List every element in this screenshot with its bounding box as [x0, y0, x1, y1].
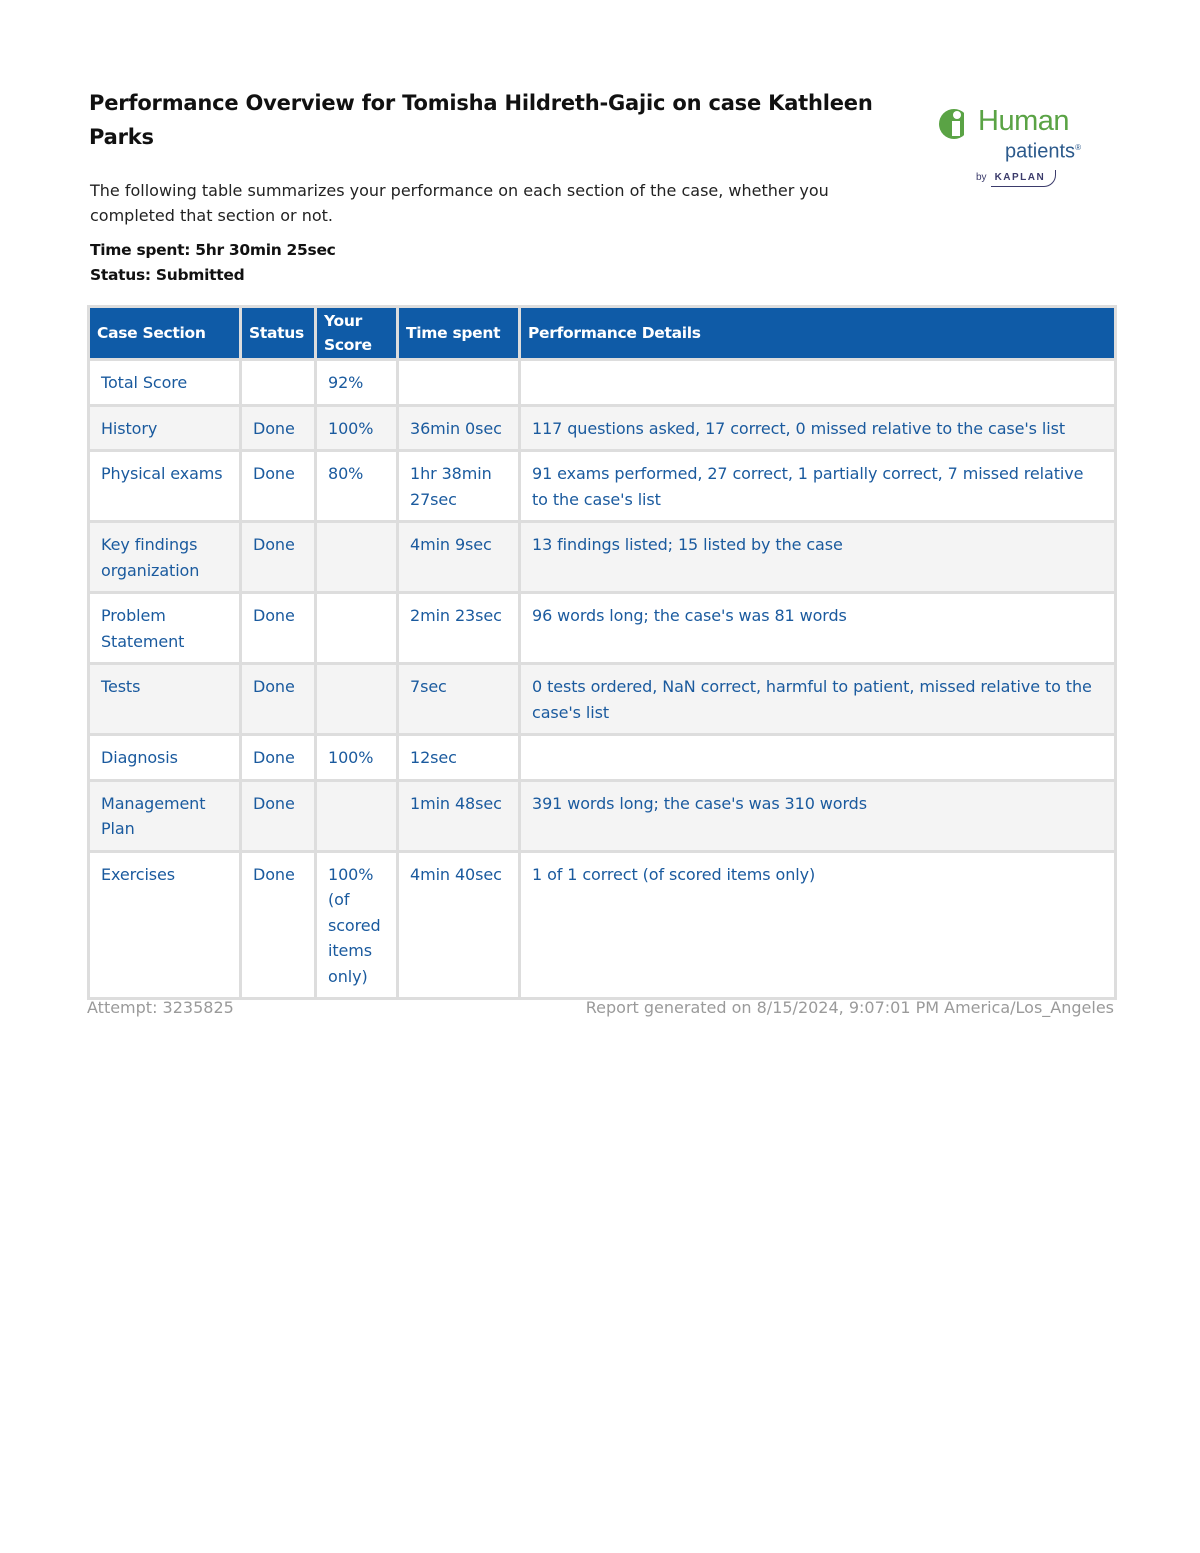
details-cell: 13 findings listed; 15 listed by the case [520, 522, 1116, 593]
case-section-cell: Problem Statement [89, 593, 241, 664]
status-cell: Done [241, 780, 316, 851]
report-generated-timestamp: Report generated on 8/15/2024, 9:07:01 PM America/Los_Angeles [585, 998, 1114, 1017]
score-cell [316, 780, 398, 851]
ihuman-logo-icon [938, 106, 978, 142]
table-row [89, 360, 1116, 406]
column-header-case-section: Case Section [89, 307, 241, 360]
details-cell [520, 360, 1116, 406]
table-row [89, 735, 1116, 781]
table-row [89, 593, 1116, 664]
status-cell: Done [241, 851, 316, 999]
report-meta [90, 238, 336, 288]
case-section-cell: Exercises [89, 851, 241, 999]
time-cell: 4min 40sec [398, 851, 520, 999]
status-cell: Done [241, 522, 316, 593]
column-header-your-score: Your Score [316, 307, 398, 360]
time-cell: 4min 9sec [398, 522, 520, 593]
case-section-cell: History [89, 405, 241, 451]
details-cell: 96 words long; the case's was 81 words [520, 593, 1116, 664]
table-row [89, 451, 1116, 522]
case-section-cell: Total Score [89, 360, 241, 406]
score-cell: 100% (of scored items only) [316, 851, 398, 999]
ihuman-logo [936, 100, 1116, 195]
score-cell [316, 593, 398, 664]
time-cell: 1hr 38min 27sec [398, 451, 520, 522]
performance-table [87, 305, 1117, 1000]
status-cell: Done [241, 735, 316, 781]
score-cell: 100% [316, 735, 398, 781]
case-section-cell: Key findings organization [89, 522, 241, 593]
time-spent-summary: Time spent: 5hr 30min 25sec [90, 241, 336, 259]
page-title: Performance Overview for Tomisha Hildreth-Gajic on case Kathleen Parks [89, 91, 873, 149]
intro-text: The following table summarizes your performance on each section of the case, whether you completed that section or not. [90, 181, 829, 225]
score-cell: 80% [316, 451, 398, 522]
table-row [89, 851, 1116, 999]
score-cell [316, 664, 398, 735]
details-cell [520, 735, 1116, 781]
status-cell [241, 360, 316, 406]
details-cell: 391 words long; the case's was 310 words [520, 780, 1116, 851]
details-cell: 1 of 1 correct (of scored items only) [520, 851, 1116, 999]
table-row [89, 405, 1116, 451]
column-header-performance-details: Performance Details [520, 307, 1116, 360]
score-cell: 100% [316, 405, 398, 451]
table-row [89, 664, 1116, 735]
case-section-cell: Physical exams [89, 451, 241, 522]
time-cell: 2min 23sec [398, 593, 520, 664]
time-cell: 36min 0sec [398, 405, 520, 451]
column-header-time-spent: Time spent [398, 307, 520, 360]
logo-byline: by KAPLAN [976, 170, 1056, 187]
case-section-cell: Management Plan [89, 780, 241, 851]
column-header-status: Status [241, 307, 316, 360]
score-cell: 92% [316, 360, 398, 406]
status-cell: Done [241, 405, 316, 451]
time-cell: 12sec [398, 735, 520, 781]
table-row [89, 780, 1116, 851]
status-cell: Done [241, 664, 316, 735]
time-cell [398, 360, 520, 406]
status-cell: Done [241, 451, 316, 522]
time-cell: 1min 48sec [398, 780, 520, 851]
case-section-cell: Tests [89, 664, 241, 735]
time-cell: 7sec [398, 664, 520, 735]
details-cell: 117 questions asked, 17 correct, 0 missed relative to the case's list [520, 405, 1116, 451]
case-section-cell: Diagnosis [89, 735, 241, 781]
logo-wordmark: Human [978, 105, 1069, 137]
details-cell: 91 exams performed, 27 correct, 1 partially correct, 7 missed relative to the case's list [520, 451, 1116, 522]
kaplan-logo: KAPLAN [991, 170, 1057, 187]
table-row [89, 522, 1116, 593]
details-cell: 0 tests ordered, NaN correct, harmful to patient, missed relative to the case's list [520, 664, 1116, 735]
table-header-row [89, 307, 1116, 360]
status-summary: Status: Submitted [90, 266, 245, 284]
logo-subtitle: patients® [1005, 140, 1081, 163]
status-cell: Done [241, 593, 316, 664]
attempt-id: Attempt: 3235825 [87, 998, 234, 1017]
score-cell [316, 522, 398, 593]
